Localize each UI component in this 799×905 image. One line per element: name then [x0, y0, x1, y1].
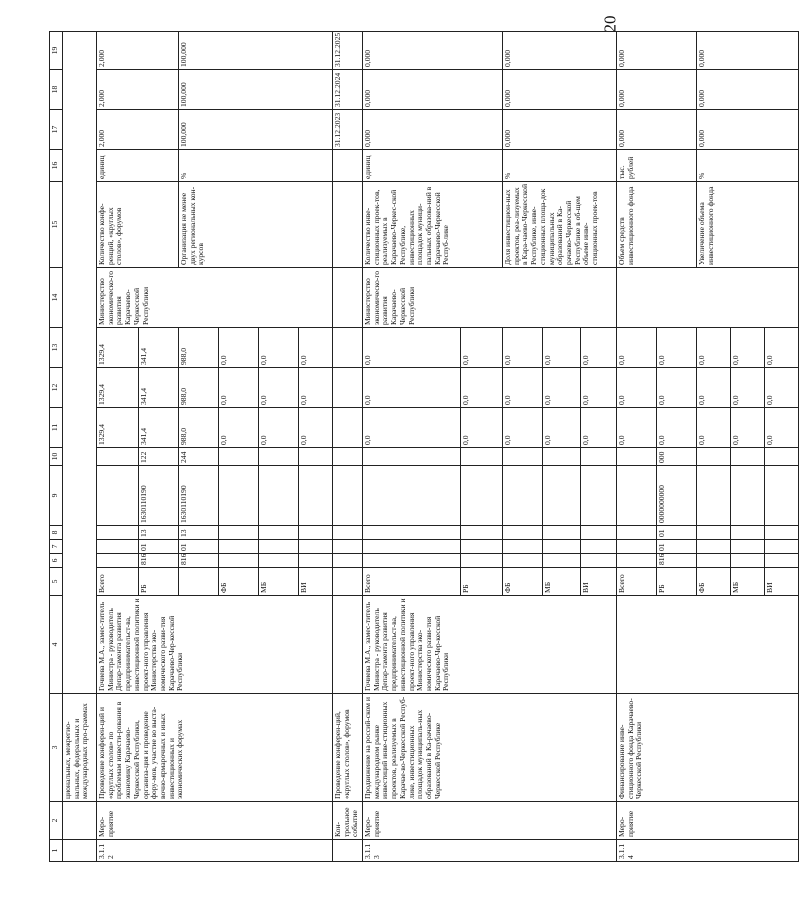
- indicator-2025: 0,000: [503, 32, 617, 70]
- budget-code: 01: [657, 526, 697, 540]
- indicator-2024: 0,000: [617, 70, 697, 110]
- col-number: 1: [50, 840, 63, 862]
- col-number: 8: [50, 526, 63, 540]
- amount-2025: 0,0: [617, 328, 657, 368]
- cell: [333, 368, 363, 408]
- amount-2025: 0,0: [543, 328, 581, 368]
- budget-code: [731, 540, 765, 554]
- col-number: 13: [50, 328, 63, 368]
- responsible-person: Гочиева М.А., замес-титель Министра - руководитель Депар-тамента развития предпринимательст-ва, инвестиционной политики и проект-ного управления Министерства эко-номического разви-тия Карачаево-Чер-кесской Республики: [97, 596, 333, 694]
- budget-code: [259, 526, 299, 540]
- budget-code: 1630110190: [139, 466, 179, 526]
- budget-code: [731, 526, 765, 540]
- indicator-2023: 100,000: [179, 110, 333, 150]
- cell: [543, 540, 581, 554]
- cell: [461, 526, 503, 540]
- indicator-unit: %: [697, 150, 799, 182]
- col-number: 2: [50, 802, 63, 840]
- col-number: 14: [50, 268, 63, 328]
- indicator-2023: 0,000: [363, 110, 503, 150]
- funding-source: ВИ: [765, 568, 799, 596]
- amount-2023: 0,0: [731, 408, 765, 448]
- funding-source: ВИ: [299, 568, 333, 596]
- cell: [333, 408, 363, 448]
- indicator-2025: 100,000: [179, 32, 333, 70]
- measure-title: Проведение конферен-ций и «круглых столов» по проблемам инвести-рования в экономику Карачаево-Черкесской Республики, организа-ция и проведение фору-мов, участие во выста-вочно-ярмарочных и иных инвестиционных и экономических форумах: [97, 694, 333, 802]
- indicator-2025: 0,000: [363, 32, 503, 70]
- cell: [503, 554, 543, 568]
- amount-2023: 0,0: [299, 408, 333, 448]
- cell: [333, 568, 363, 596]
- budget-code: [617, 540, 657, 554]
- budget-code: [259, 540, 299, 554]
- cell: [333, 554, 363, 568]
- indicator-name: Организация не менее двух региональных кон-курсов: [179, 182, 333, 268]
- amount-2023: 0,0: [363, 408, 461, 448]
- col-number: 15: [50, 182, 63, 268]
- budget-code: 816: [179, 554, 219, 568]
- continuation-row: [63, 32, 97, 862]
- amount-2025: 0,0: [731, 328, 765, 368]
- budget-code: [731, 466, 765, 526]
- executor: Министерство экономическо-го развития Карачаево-Черкесской Республики: [363, 268, 617, 328]
- budget-code: 01: [179, 540, 219, 554]
- responsible-person: Гочиева М.А., замес-титель Министра - руководитель Депар-тамента развития предпринимательст-ва, инвестиционной политики и проект-ного управления Министерства эко-номического разви-тия Карачаево-Чер-кесской Республики: [363, 596, 617, 694]
- indicator-2025: 2,000: [97, 32, 179, 70]
- cell: [617, 268, 799, 328]
- cell: [617, 596, 799, 694]
- col-number: 9: [50, 466, 63, 526]
- funding-source: ВИ: [581, 568, 617, 596]
- control-event-row: [333, 32, 363, 862]
- amount-2025: 0,0: [697, 328, 731, 368]
- budget-code: [97, 540, 139, 554]
- amount-2024: 341,4: [139, 368, 179, 408]
- cell: [333, 540, 363, 554]
- amount-2024: 0,0: [581, 368, 617, 408]
- budget-code: [259, 554, 299, 568]
- indicator-name: Количество инве-стиционных проек-тов, реализуемых в Карачаево-Черкес-ской Республике, инвестиционных площадок муници-пальных образова-ний в Карачаево-Черкесской Респуб-лике: [363, 182, 503, 268]
- budget-code: [219, 466, 259, 526]
- cell: [363, 526, 461, 540]
- indicator-2024: 2,000: [97, 70, 179, 110]
- budget-code: [219, 526, 259, 540]
- control-date-2023: 31.12.2023: [333, 110, 363, 150]
- measure-kind: Меро-приятие: [97, 802, 333, 840]
- funding-source: РБ: [139, 568, 179, 596]
- control-event-title: Проведение конферен-ций, «круглых столов», форумов: [333, 694, 363, 802]
- cell: [333, 448, 363, 466]
- indicator-2024: 0,000: [363, 70, 503, 110]
- budget-code: [259, 448, 299, 466]
- amount-2025: 0,0: [363, 328, 461, 368]
- control-date-2025: 31.12.2025: [333, 32, 363, 70]
- budget-code: 13: [179, 526, 219, 540]
- funding-source: РБ: [657, 568, 697, 596]
- cell: [461, 466, 503, 526]
- measure-row: [97, 32, 139, 862]
- funding-source: [179, 568, 219, 596]
- funding-source: МБ: [543, 568, 581, 596]
- budget-code: [697, 554, 731, 568]
- budget-code: 13: [139, 526, 179, 540]
- rotated-page: [49, 32, 774, 862]
- budget-code: 01: [657, 540, 697, 554]
- cell: [543, 526, 581, 540]
- cell: [503, 540, 543, 554]
- cell: [581, 540, 617, 554]
- budget-code: [299, 540, 333, 554]
- control-date-2024: 31.12.2024: [333, 70, 363, 110]
- budget-code: [259, 466, 299, 526]
- budget-code: [697, 448, 731, 466]
- indicator-2024: 100,000: [179, 70, 333, 110]
- funding-source: ФБ: [503, 568, 543, 596]
- amount-2024: 0,0: [731, 368, 765, 408]
- column-number-row: [50, 32, 63, 862]
- cell: [461, 554, 503, 568]
- amount-2025: 0,0: [461, 328, 503, 368]
- indicator-2024: 0,000: [503, 70, 617, 110]
- budget-code: [617, 554, 657, 568]
- funding-source: МБ: [259, 568, 299, 596]
- budget-code: [219, 554, 259, 568]
- indicator-unit: %: [179, 150, 333, 182]
- col-number: 12: [50, 368, 63, 408]
- budget-code: 0000000000: [657, 466, 697, 526]
- cell: [543, 448, 581, 466]
- budget-code: [299, 466, 333, 526]
- indicator-2023: 0,000: [503, 110, 617, 150]
- cell: [333, 466, 363, 526]
- funding-source: Всего: [97, 568, 139, 596]
- cell: [503, 448, 543, 466]
- budget-code: [97, 466, 139, 526]
- amount-2025: 341,4: [139, 328, 179, 368]
- indicator-name: Доля инвестицион-ных проектов, реа-лизуемых в Кара-чаево-Черкесской Республике, инве-стиционных площа-док муниципальных образований в Ка-рачаево-Черкесской Республике в об-щем объеме инве-стиционных проек-тов: [503, 182, 617, 268]
- amount-2024: 0,0: [617, 368, 657, 408]
- measure-title: Финансирование инве-стиционного фонда Карачаево-Черкесской Республики: [617, 694, 799, 802]
- amount-2023: 341,4: [139, 408, 179, 448]
- cell: [333, 328, 363, 368]
- funding-source: РБ: [461, 568, 503, 596]
- amount-2024: 0,0: [503, 368, 543, 408]
- budget-code: [765, 526, 799, 540]
- funding-source: Всего: [363, 568, 461, 596]
- budget-code: [97, 554, 139, 568]
- budget-code: [617, 466, 657, 526]
- col-number: 10: [50, 448, 63, 466]
- measures-table: [49, 31, 799, 862]
- indicator-2023: 0,000: [617, 110, 697, 150]
- cell: [333, 150, 363, 182]
- measure-kind: Меро-приятие: [617, 802, 799, 840]
- amount-2023: 1329,4: [97, 408, 139, 448]
- budget-code: 01: [139, 540, 179, 554]
- amount-2024: 0,0: [299, 368, 333, 408]
- col-number: 5: [50, 568, 63, 596]
- col-number: 16: [50, 150, 63, 182]
- cell: [333, 268, 363, 328]
- indicator-name: Объем средств инвестиционного фонда: [617, 182, 697, 268]
- budget-code: [617, 448, 657, 466]
- continuation-text: циональных, межрегио-нальных, федеральных и международных про-граммах: [63, 694, 97, 802]
- funding-source: ФБ: [697, 568, 731, 596]
- amount-2025: 0,0: [765, 328, 799, 368]
- col-number: 17: [50, 110, 63, 150]
- cell: [543, 466, 581, 526]
- amount-2025: 1329,4: [97, 328, 139, 368]
- cell: [333, 182, 363, 268]
- budget-code: 000: [657, 448, 697, 466]
- indicator-name: Количество конфе-ренций, «круглых столов», форумов: [97, 182, 179, 268]
- indicator-2025: 0,000: [697, 32, 799, 70]
- amount-2023: 0,0: [581, 408, 617, 448]
- amount-2024: 0,0: [657, 368, 697, 408]
- cell: [63, 32, 97, 694]
- amount-2024: 1329,4: [97, 368, 139, 408]
- budget-code: [219, 540, 259, 554]
- budget-code: [765, 448, 799, 466]
- budget-code: 816: [657, 554, 697, 568]
- measure-title: Продвижение на россий-ском и международном рынке инвестиций инве-стиционных проектов, реализуемых в Карачае-во-Черкесской Респуб-лике, инвестиционных площадок муниципаль-ных образований в Ка-рачаево-Черкесской Республике: [363, 694, 617, 802]
- indicator-unit: единиц: [97, 150, 179, 182]
- cell: [461, 540, 503, 554]
- cell: [333, 526, 363, 540]
- budget-code: [299, 526, 333, 540]
- col-number: 6: [50, 554, 63, 568]
- budget-code: [731, 448, 765, 466]
- executor: Министерство экономическо-го развития Карачаево-Черкесской Республики: [97, 268, 333, 328]
- budget-code: [765, 466, 799, 526]
- budget-code: [97, 448, 139, 466]
- amount-2023: 0,0: [461, 408, 503, 448]
- cell: [581, 526, 617, 540]
- funding-source: ФБ: [219, 568, 259, 596]
- measure-kind: Меро-приятие: [363, 802, 617, 840]
- funding-source: Всего: [617, 568, 657, 596]
- budget-code: 816: [139, 554, 179, 568]
- cell: [543, 554, 581, 568]
- cell: [363, 554, 461, 568]
- measure-row: [363, 32, 461, 862]
- cell: [363, 466, 461, 526]
- amount-2025: 0,0: [581, 328, 617, 368]
- budget-code: [299, 554, 333, 568]
- cell: [63, 840, 97, 862]
- indicator-unit: единиц: [363, 150, 503, 182]
- cell: [503, 526, 543, 540]
- amount-2024: 0,0: [461, 368, 503, 408]
- amount-2025: 0,0: [503, 328, 543, 368]
- amount-2025: 0,0: [219, 328, 259, 368]
- amount-2023: 988,0: [179, 408, 219, 448]
- amount-2024: 988,0: [179, 368, 219, 408]
- budget-code: 244: [179, 448, 219, 466]
- indicator-2024: 0,000: [697, 70, 799, 110]
- amount-2023: 0,0: [543, 408, 581, 448]
- col-number: 11: [50, 408, 63, 448]
- amount-2025: 988,0: [179, 328, 219, 368]
- cell: [333, 840, 363, 862]
- cell: [581, 448, 617, 466]
- budget-code: [765, 554, 799, 568]
- col-number: 19: [50, 32, 63, 70]
- col-number: 7: [50, 540, 63, 554]
- amount-2023: 0,0: [765, 408, 799, 448]
- indicator-2023: 0,000: [697, 110, 799, 150]
- budget-code: 122: [139, 448, 179, 466]
- col-number: 18: [50, 70, 63, 110]
- cell: [503, 466, 543, 526]
- amount-2025: 0,0: [299, 328, 333, 368]
- budget-code: [617, 526, 657, 540]
- cell: [363, 540, 461, 554]
- budget-code: 1630110190: [179, 466, 219, 526]
- measure-number: 3.1.13: [363, 840, 617, 862]
- amount-2024: 0,0: [259, 368, 299, 408]
- indicator-2023: 2,000: [97, 110, 179, 150]
- amount-2024: 0,0: [765, 368, 799, 408]
- amount-2023: 0,0: [259, 408, 299, 448]
- budget-code: [697, 540, 731, 554]
- amount-2024: 0,0: [363, 368, 461, 408]
- col-number: 3: [50, 694, 63, 802]
- budget-code: [697, 526, 731, 540]
- cell: [581, 466, 617, 526]
- page-number: 20: [600, 15, 619, 33]
- funding-source: МБ: [731, 568, 765, 596]
- measure-number: 3.1.12: [97, 840, 333, 862]
- amount-2024: 0,0: [219, 368, 259, 408]
- budget-code: [697, 466, 731, 526]
- indicator-unit: тыс. рублей: [617, 150, 697, 182]
- cell: [63, 802, 97, 840]
- cell: [363, 448, 461, 466]
- amount-2023: 0,0: [657, 408, 697, 448]
- amount-2023: 0,0: [219, 408, 259, 448]
- col-number: 4: [50, 596, 63, 694]
- budget-code: [299, 448, 333, 466]
- control-event-kind: Кон-трольное событие: [333, 802, 363, 840]
- measure-number: 3.1.14: [617, 840, 799, 862]
- indicator-unit: %: [503, 150, 617, 182]
- measure-row: [617, 32, 657, 862]
- amount-2025: 0,0: [259, 328, 299, 368]
- indicator-name: Увеличение объема инвестиционного фонда: [697, 182, 799, 268]
- cell: [461, 448, 503, 466]
- amount-2025: 0,0: [657, 328, 697, 368]
- amount-2023: 0,0: [503, 408, 543, 448]
- budget-code: [219, 448, 259, 466]
- budget-code: [97, 526, 139, 540]
- amount-2024: 0,0: [697, 368, 731, 408]
- cell: [581, 554, 617, 568]
- cell: [333, 596, 363, 694]
- budget-code: [765, 540, 799, 554]
- amount-2023: 0,0: [697, 408, 731, 448]
- indicator-2025: 0,000: [617, 32, 697, 70]
- amount-2024: 0,0: [543, 368, 581, 408]
- budget-code: [731, 554, 765, 568]
- amount-2023: 0,0: [617, 408, 657, 448]
